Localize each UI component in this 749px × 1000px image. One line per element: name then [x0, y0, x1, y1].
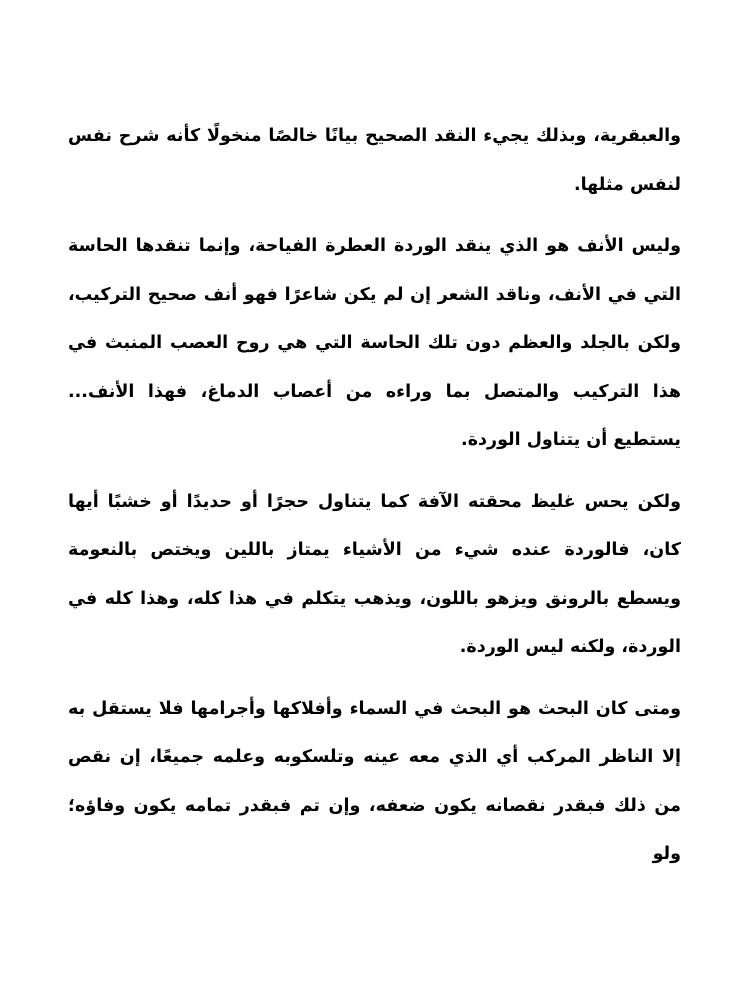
- paragraph: والعبقرية، وبذلك يجيء النقد الصحيح بيانًا خالصًا منخولًا كأنه شرح نفس لنفس مثلها.: [68, 126, 681, 195]
- paragraph: وليس الأنف هو الذي ينقد الوردة العطرة الفياحة، وإنما تنقدها الحاسة التي في الأنف، وناقد الشعر إن لم يكن شاعرًا فهو أنف صحيح التركيب، ولكن بالجلد والعظم دون تلك الحاسة التي هي روح العصب المنبث في هذا التركيب والمتصل بما وراءه من أعصاب الدماغ، فهذا الأنف... يستطيع أن يتناول الوردة.: [68, 236, 681, 450]
- paragraph: ومتى كان البحث هو البحث في السماء وأفلاكها وأجرامها فلا يستقل به إلا الناظر المركب أي الذي معه عينه وتلسكوبه وعلمه جميعًا، إن نقص من ذلك فبقدر نقصانه يكون ضعفه، وإن تم فبقدر تمامه يكون وفاؤه؛ ولو: [68, 698, 681, 864]
- paragraph: ولكن يحس غليظ محقته الآفة كما يتناول حجرًا أو حديدًا أو خشبًا أيها كان، فالوردة عنده شيء من الأشياء يمتاز باللين ويختص بالنعومة ويسطع بالرونق ويزهو باللون، ويذهب يتكلم في هذا كله، وهذا كله في الوردة، ولكنه ليس الوردة.: [68, 491, 681, 657]
- document-page: [68, 112, 681, 879]
